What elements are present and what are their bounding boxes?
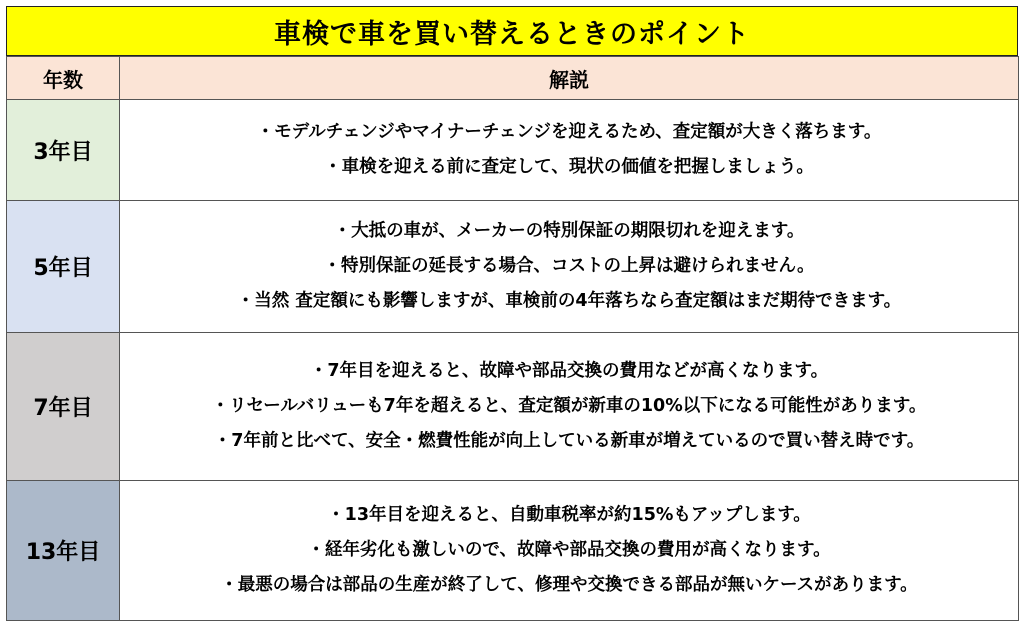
- description-line: ・リセールバリューも7年を超えると、査定額が新車の10%以下になる可能性があります。: [211, 396, 927, 416]
- year-cell: 13年目: [7, 481, 120, 621]
- table-title: 車検で車を買い替えるときのポイント: [6, 6, 1018, 56]
- year-cell: 3年目: [7, 100, 120, 201]
- description-cell: [120, 481, 1019, 621]
- points-table: [6, 56, 1019, 621]
- header-year: 年数: [7, 57, 120, 100]
- description-line: ・大抵の車が、メーカーの特別保証の期限切れを迎えます。: [333, 221, 805, 241]
- description-cell: [120, 100, 1019, 201]
- description-line: ・最悪の場合は部品の生産が終了して、修理や交換できる部品が無いケースがあります。: [220, 575, 918, 595]
- table-row: [7, 100, 1019, 201]
- description-cell: [120, 333, 1019, 481]
- description-line: ・7年前と比べて、安全・燃費性能が向上している新車が増えているので買い替え時です。: [213, 431, 925, 451]
- header-description: 解説: [120, 57, 1019, 100]
- description-line: ・13年目を迎えると、自動車税率が約15%もアップします。: [327, 505, 811, 525]
- description-cell: [120, 201, 1019, 333]
- description-line: ・車検を迎える前に査定して、現状の価値を把握しましょう。: [324, 157, 814, 177]
- year-cell: 5年目: [7, 201, 120, 333]
- table-row: [7, 201, 1019, 333]
- table-row: [7, 333, 1019, 481]
- description-line: ・7年目を迎えると、故障や部品交換の費用などが高くなります。: [309, 361, 829, 381]
- header-row: [7, 57, 1019, 100]
- description-line: ・特別保証の延長する場合、コストの上昇は避けられません。: [323, 256, 815, 276]
- description-line: ・モデルチェンジやマイナーチェンジを迎えるため、査定額が大きく落ちます。: [256, 122, 882, 142]
- description-line: ・当然 査定額にも影響しますが、車検前の4年落ちなら査定額はまだ期待できます。: [236, 291, 902, 311]
- year-cell: 7年目: [7, 333, 120, 481]
- description-line: ・経年劣化も激しいので、故障や部品交換の費用が高くなります。: [307, 540, 831, 560]
- table-row: [7, 481, 1019, 621]
